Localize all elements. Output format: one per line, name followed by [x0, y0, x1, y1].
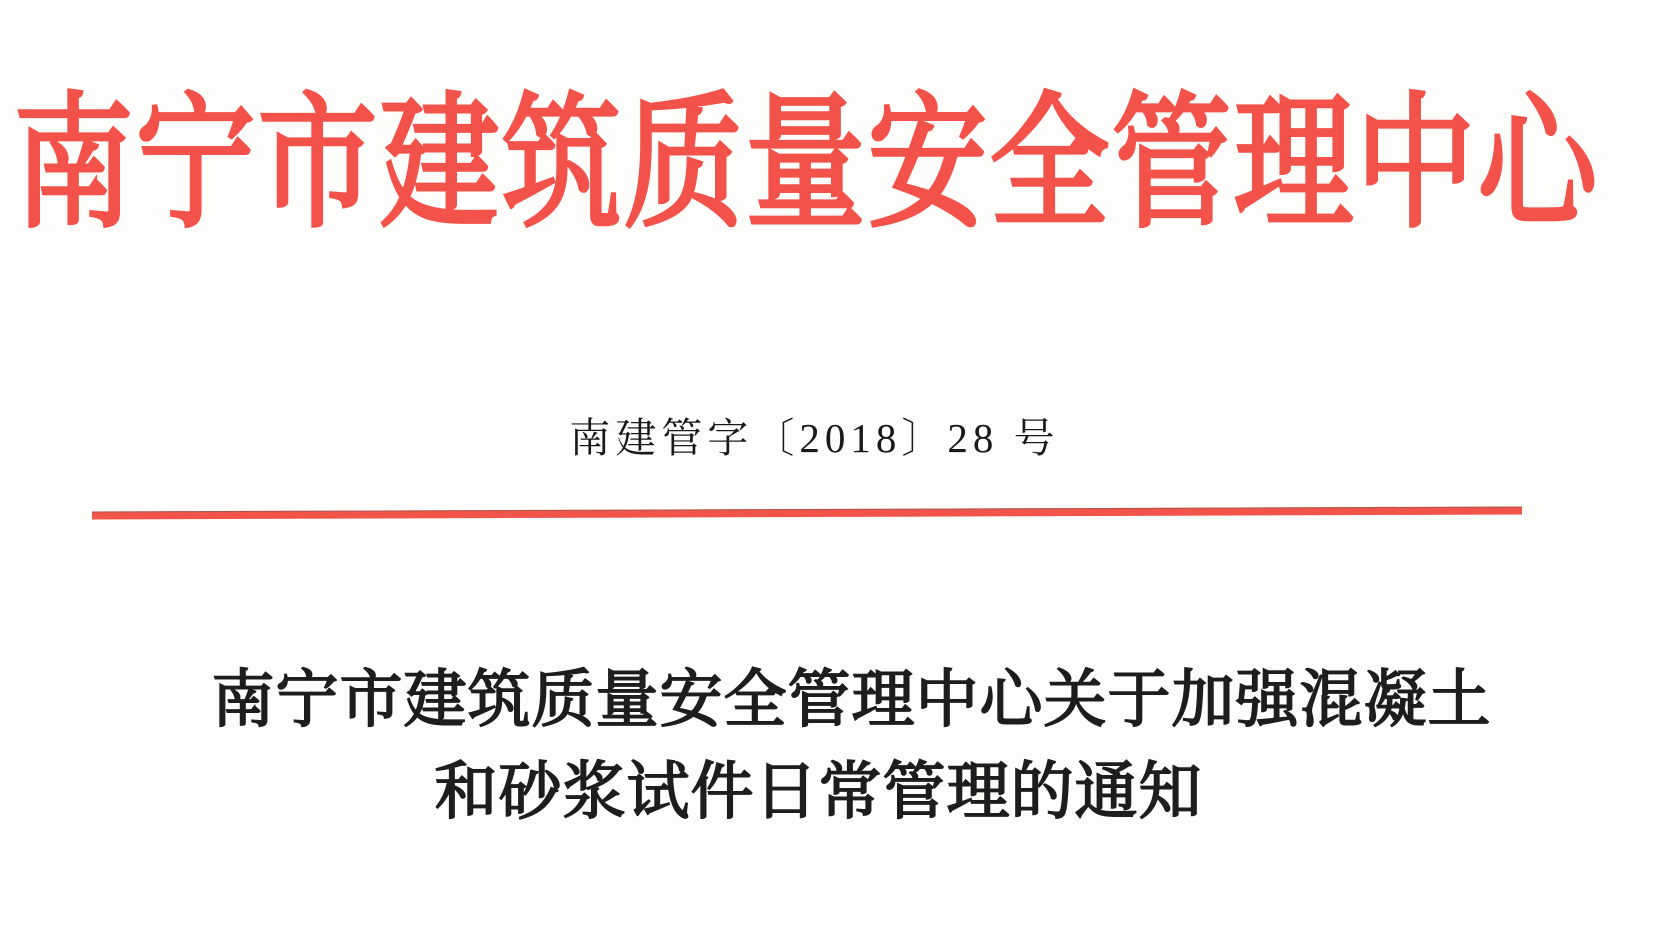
document-title-line-1: 南宁市建筑质量安全管理中心关于加强混凝土 [211, 665, 1492, 735]
document-title [0, 654, 1653, 838]
document-title-line-2: 和砂浆试件日常管理的通知 [434, 757, 1203, 827]
org-name-header: 南宁市建筑质量安全管理中心 [13, 83, 1600, 246]
red-divider-line [92, 507, 1522, 520]
doc-number: 南建管字〔2018〕28 号 [569, 415, 1060, 461]
